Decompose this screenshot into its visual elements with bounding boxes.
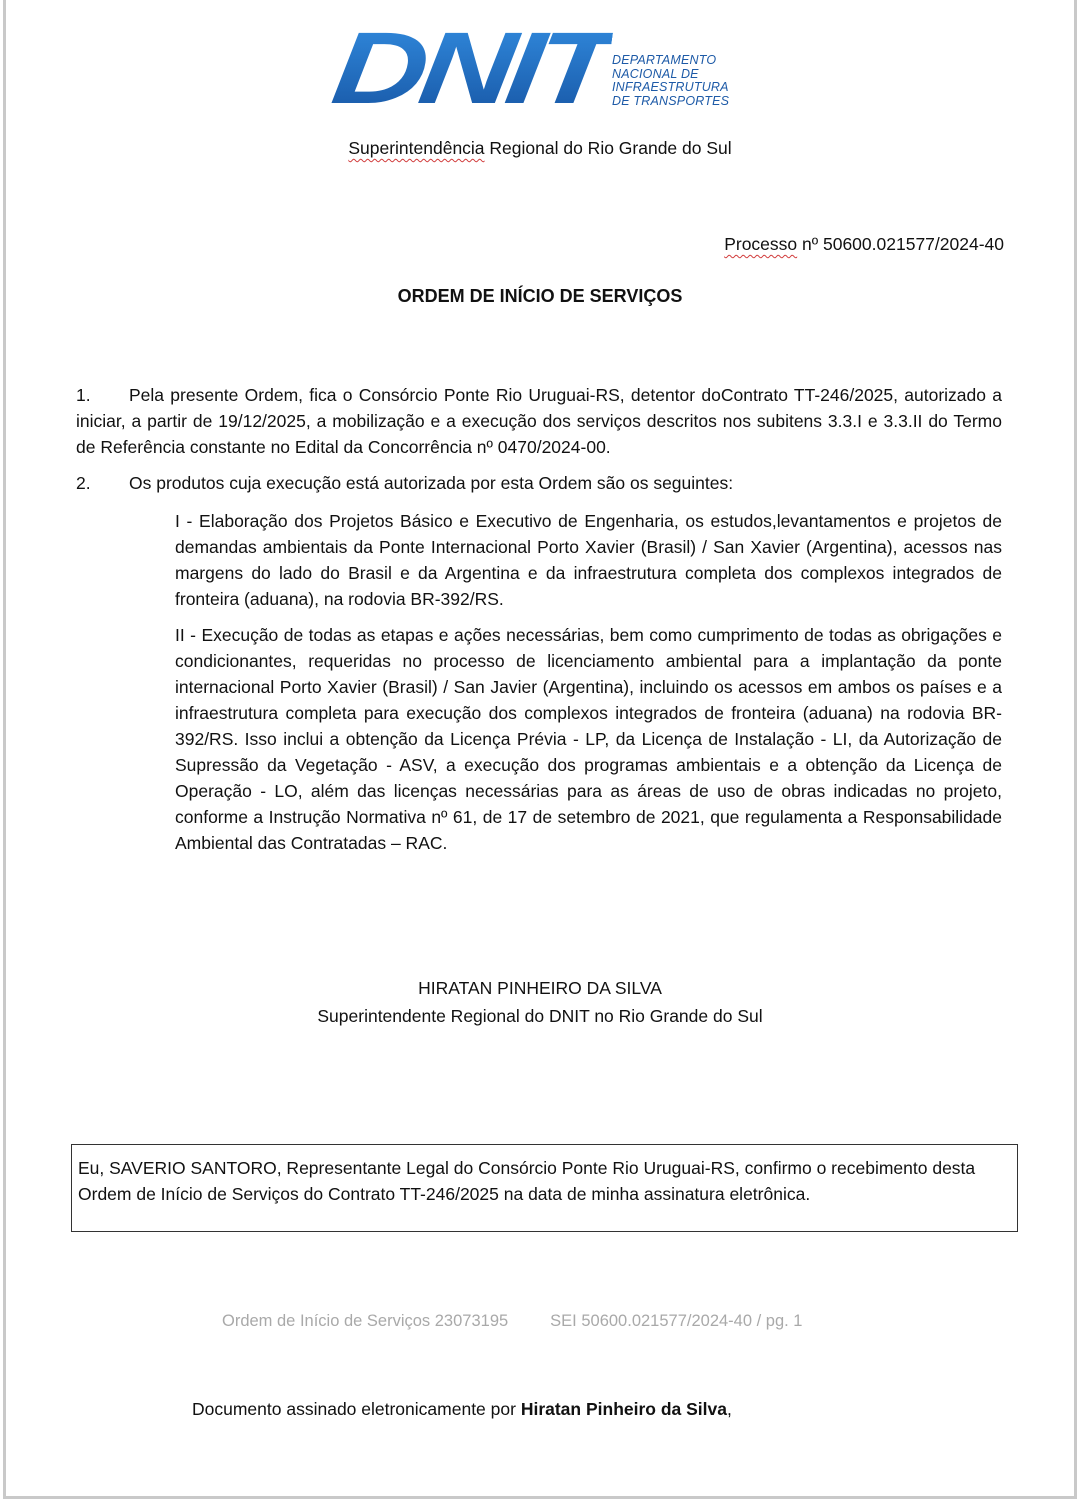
logo-subtitle-line: DE TRANSPORTES: [612, 93, 730, 108]
paragraph-text: Os produtos cuja execução está autorizada por esta Ordem são os seguintes:: [129, 473, 734, 493]
process-number: [724, 234, 1004, 255]
paragraph-number: 2.: [76, 473, 91, 493]
page-edge-left: [3, 0, 6, 1499]
document-title: ORDEM DE INÍCIO DE SERVIÇOS: [397, 286, 683, 306]
signed-prefix: Documento assinado eletronicamente por: [192, 1399, 521, 1419]
spell-flagged-word: Processo: [724, 234, 798, 254]
paragraph-2: [76, 470, 1002, 496]
dnit-logo: [326, 11, 740, 125]
product-item-ii: II - Execução de todas as etapas e ações necessárias, bem como cumprimento de todas as obrigações e condicionantes, requeridas no processo de licenciamento ambiental para a implantação da ponte internacional Porto Xavier (Brasil) / San Javier (Argentina), incluindo os acessos em ambos os países e a infraestrutura completa para execução dos complexos integrados de fronteira (aduana) na rodovia BR-392/RS. Isso inclui a obtenção da Licença Prévia - LP, da Licença de Instalação - LI, da Autorização de Supressão da Vegetação - ASV, a execução dos programas ambientais e a obtenção da Licença de Operação - LO, além das licenças necessárias para as áreas de uso de obras indicadas no projeto, conforme a Instrução Normativa nº 61, de 17 de setembro de 2021, que regulamenta a Responsabilidade Ambiental das Contratadas – RAC.: [175, 625, 1002, 853]
electronic-signature-line: [192, 1399, 732, 1420]
product-item-i: I - Elaboração dos Projetos Básico e Executivo de Engenharia, os estudos,levantamentos e projetos de demandas ambientais da Ponte Internacional Porto Xavier (Brasil) / San Xavier (Argentina), acessos nas margens do lado do Brasil e da Argentina e da infraestrutura completa dos complexos integrados de fronteira (aduana), na rodovia BR-392/RS.: [175, 511, 1002, 609]
logo-subtitle: [612, 54, 729, 108]
signature-block: [0, 974, 1080, 1030]
logo-mark: DNIT: [326, 11, 616, 125]
paragraph-number: 1.: [76, 385, 91, 405]
regional-unit-heading: [0, 138, 1080, 159]
page-edge-right: [1074, 0, 1077, 1499]
signed-name: Hiratan Pinheiro da Silva: [520, 1399, 727, 1419]
logo-subtitle-line: NACIONAL DE: [612, 66, 699, 81]
process-number-text: nº 50600.021577/2024-40: [797, 234, 1004, 254]
footer-reference: [222, 1312, 802, 1331]
regional-unit-text: Regional do Rio Grande do Sul: [484, 138, 732, 158]
footer-doc-ref: Ordem de Início de Serviços 23073195: [222, 1312, 509, 1330]
paragraph-text: Pela presente Ordem, fica o Consórcio Ponte Rio Uruguai-RS, detentor doContrato TT-246/2025, autorizado a iniciar, a partir de 19/12/2025, a mobilização e a execução dos serviços descritos nos subitens 3.3.I e 3.3.II do Termo de Referência constante no Edital da Concorrência nº 0470/2024-00.: [76, 385, 1002, 457]
signer-role: Superintendente Regional do DNIT no Rio Grande do Sul: [317, 1006, 763, 1026]
signed-suffix: ,: [726, 1399, 732, 1419]
logo-subtitle-line: DEPARTAMENTO: [612, 53, 717, 67]
spell-flagged-word: Superintendência: [348, 138, 485, 158]
receipt-text: Eu, SAVERIO SANTORO, Representante Legal do Consórcio Ponte Rio Uruguai-RS, confirmo o recebimento desta Ordem de Início de Serviços do Contrato TT-246/2025 na data de minha assinatura eletrônica.: [78, 1158, 976, 1204]
receipt-confirmation-box: [71, 1144, 1018, 1232]
logo-subtitle-line: INFRAESTRUTURA: [612, 80, 729, 94]
paragraph-1: [76, 382, 1002, 460]
footer-sei-ref: SEI 50600.021577/2024-40 / pg. 1: [550, 1312, 803, 1330]
signer-name: HIRATAN PINHEIRO DA SILVA: [418, 978, 662, 998]
